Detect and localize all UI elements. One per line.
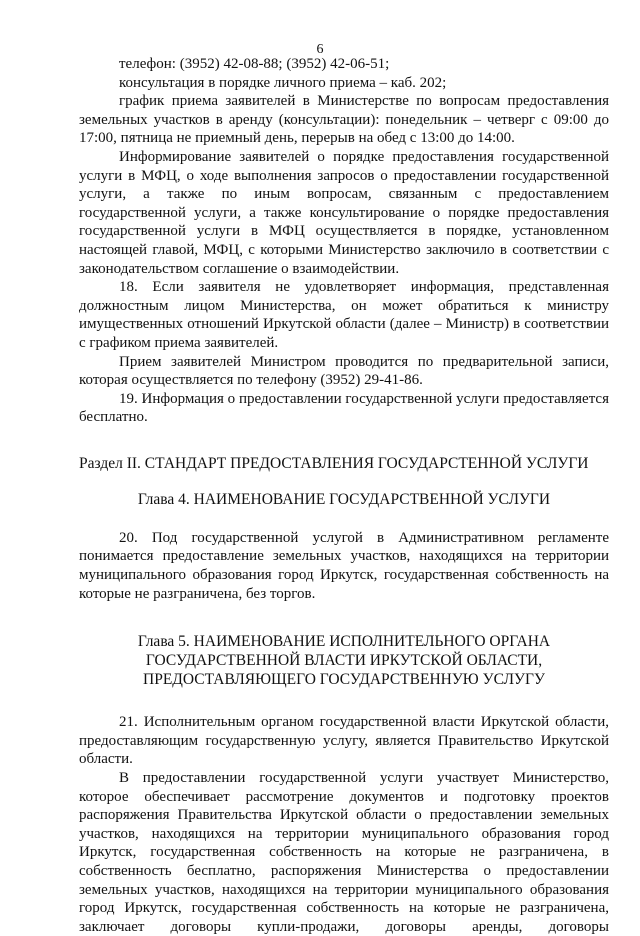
paragraph-19: 19. Информация о предоставлении государственной услуги предоставляется бесплатно. bbox=[79, 390, 609, 426]
paragraph-phone: телефон: (3952) 42-08-88; (3952) 42-06-51; bbox=[119, 56, 390, 72]
paragraph-consultation: консультация в порядке личного приема – каб. 202; bbox=[119, 74, 447, 91]
chapter-5-title-line: ГОСУДАРСТВЕННОЙ ВЛАСТИ ИРКУТСКОЙ ОБЛАСТИ, bbox=[145, 652, 543, 670]
chapter-5-title-line: ПРЕДОСТАВЛЯЮЩЕГО ГОСУДАРСТВЕННУЮ УСЛУГУ bbox=[143, 671, 545, 689]
chapter-4-title: Глава 4. НАИМЕНОВАНИЕ ГОСУДАРСТВЕННОЙ УСЛУГИ bbox=[137, 490, 551, 508]
paragraph-18: 18. Если заявителя не удовлетворяет информация, представленная должностным лицом Министерства, он может обратиться к министру имущественных отношений Иркутской области (далее – Министр) в соответствии с графиком приема заявителей. bbox=[79, 279, 609, 351]
paragraph-mfc-info: Информирование заявителей о порядке предоставления государственной услуги в МФЦ, о ходе выполнения запросов о предоставлении государственной услуги, а также по иным вопросам, связанным с предоставлением государственной услуги, а также консультирование о порядке предоставления государственной услуги в МФЦ осуществляется в порядке, установленном настоящей главой, МФЦ, с которыми Министерство заключило в соответствии с законодательством соглашение о взаимодействии. bbox=[79, 148, 609, 277]
paragraph-20: 20. Под государственной услугой в Административном регламенте понимается предоставление земельных участков, находящихся на территории муниципального образования город Иркутск, государственная собственность на которые не разграничена, без торгов. bbox=[79, 529, 609, 602]
paragraph-schedule: график приема заявителей в Министерстве по вопросам предоставления земельных участков в аренду (консультации): понедельник – четверг с 09:00 до 17:00, пятница не приемный день, перерыв на обед с 13:00 до 14:00. bbox=[79, 93, 609, 147]
paragraph-ministry-participation: В предоставлении государственной услуги участвует Министерство, которое обеспечивает рассмотрение документов и подготовку проектов распоряжения Правительства Иркутской области о предоставлении земельных участков, находящихся на территории муниципального образования город Иркутск, государственная собственность на которые не разграничена, в собственность бесплатно, распоряжения Министерства о предоставлении земельных участков, находящихся на территории муниципального образования город Иркутск, государственная собственность на которые не разграничена, заключает договоры купли-продажи, договоры аренды, договоры bbox=[79, 770, 609, 935]
chapter-5-title bbox=[79, 632, 609, 689]
paragraph-minister-reception: Прием заявителей Министром проводится по предварительной записи, которая осуществляется по телефону (3952) 29-41-86. bbox=[79, 353, 609, 389]
page-number: 6 bbox=[316, 42, 324, 57]
section-title: Раздел II. СТАНДАРТ ПРЕДОСТАВЛЕНИЯ ГОСУДАРСТЕННОЙ УСЛУГИ bbox=[79, 454, 589, 472]
paragraph-21: 21. Исполнительным органом государственной власти Иркутской области, предоставляющим государственную услугу, является Правительство Иркутской области. bbox=[79, 714, 609, 768]
chapter-5-title-line: Глава 5. НАИМЕНОВАНИЕ ИСПОЛНИТЕЛЬНОГО ОРГАНА bbox=[137, 633, 551, 651]
page-body bbox=[79, 55, 609, 936]
